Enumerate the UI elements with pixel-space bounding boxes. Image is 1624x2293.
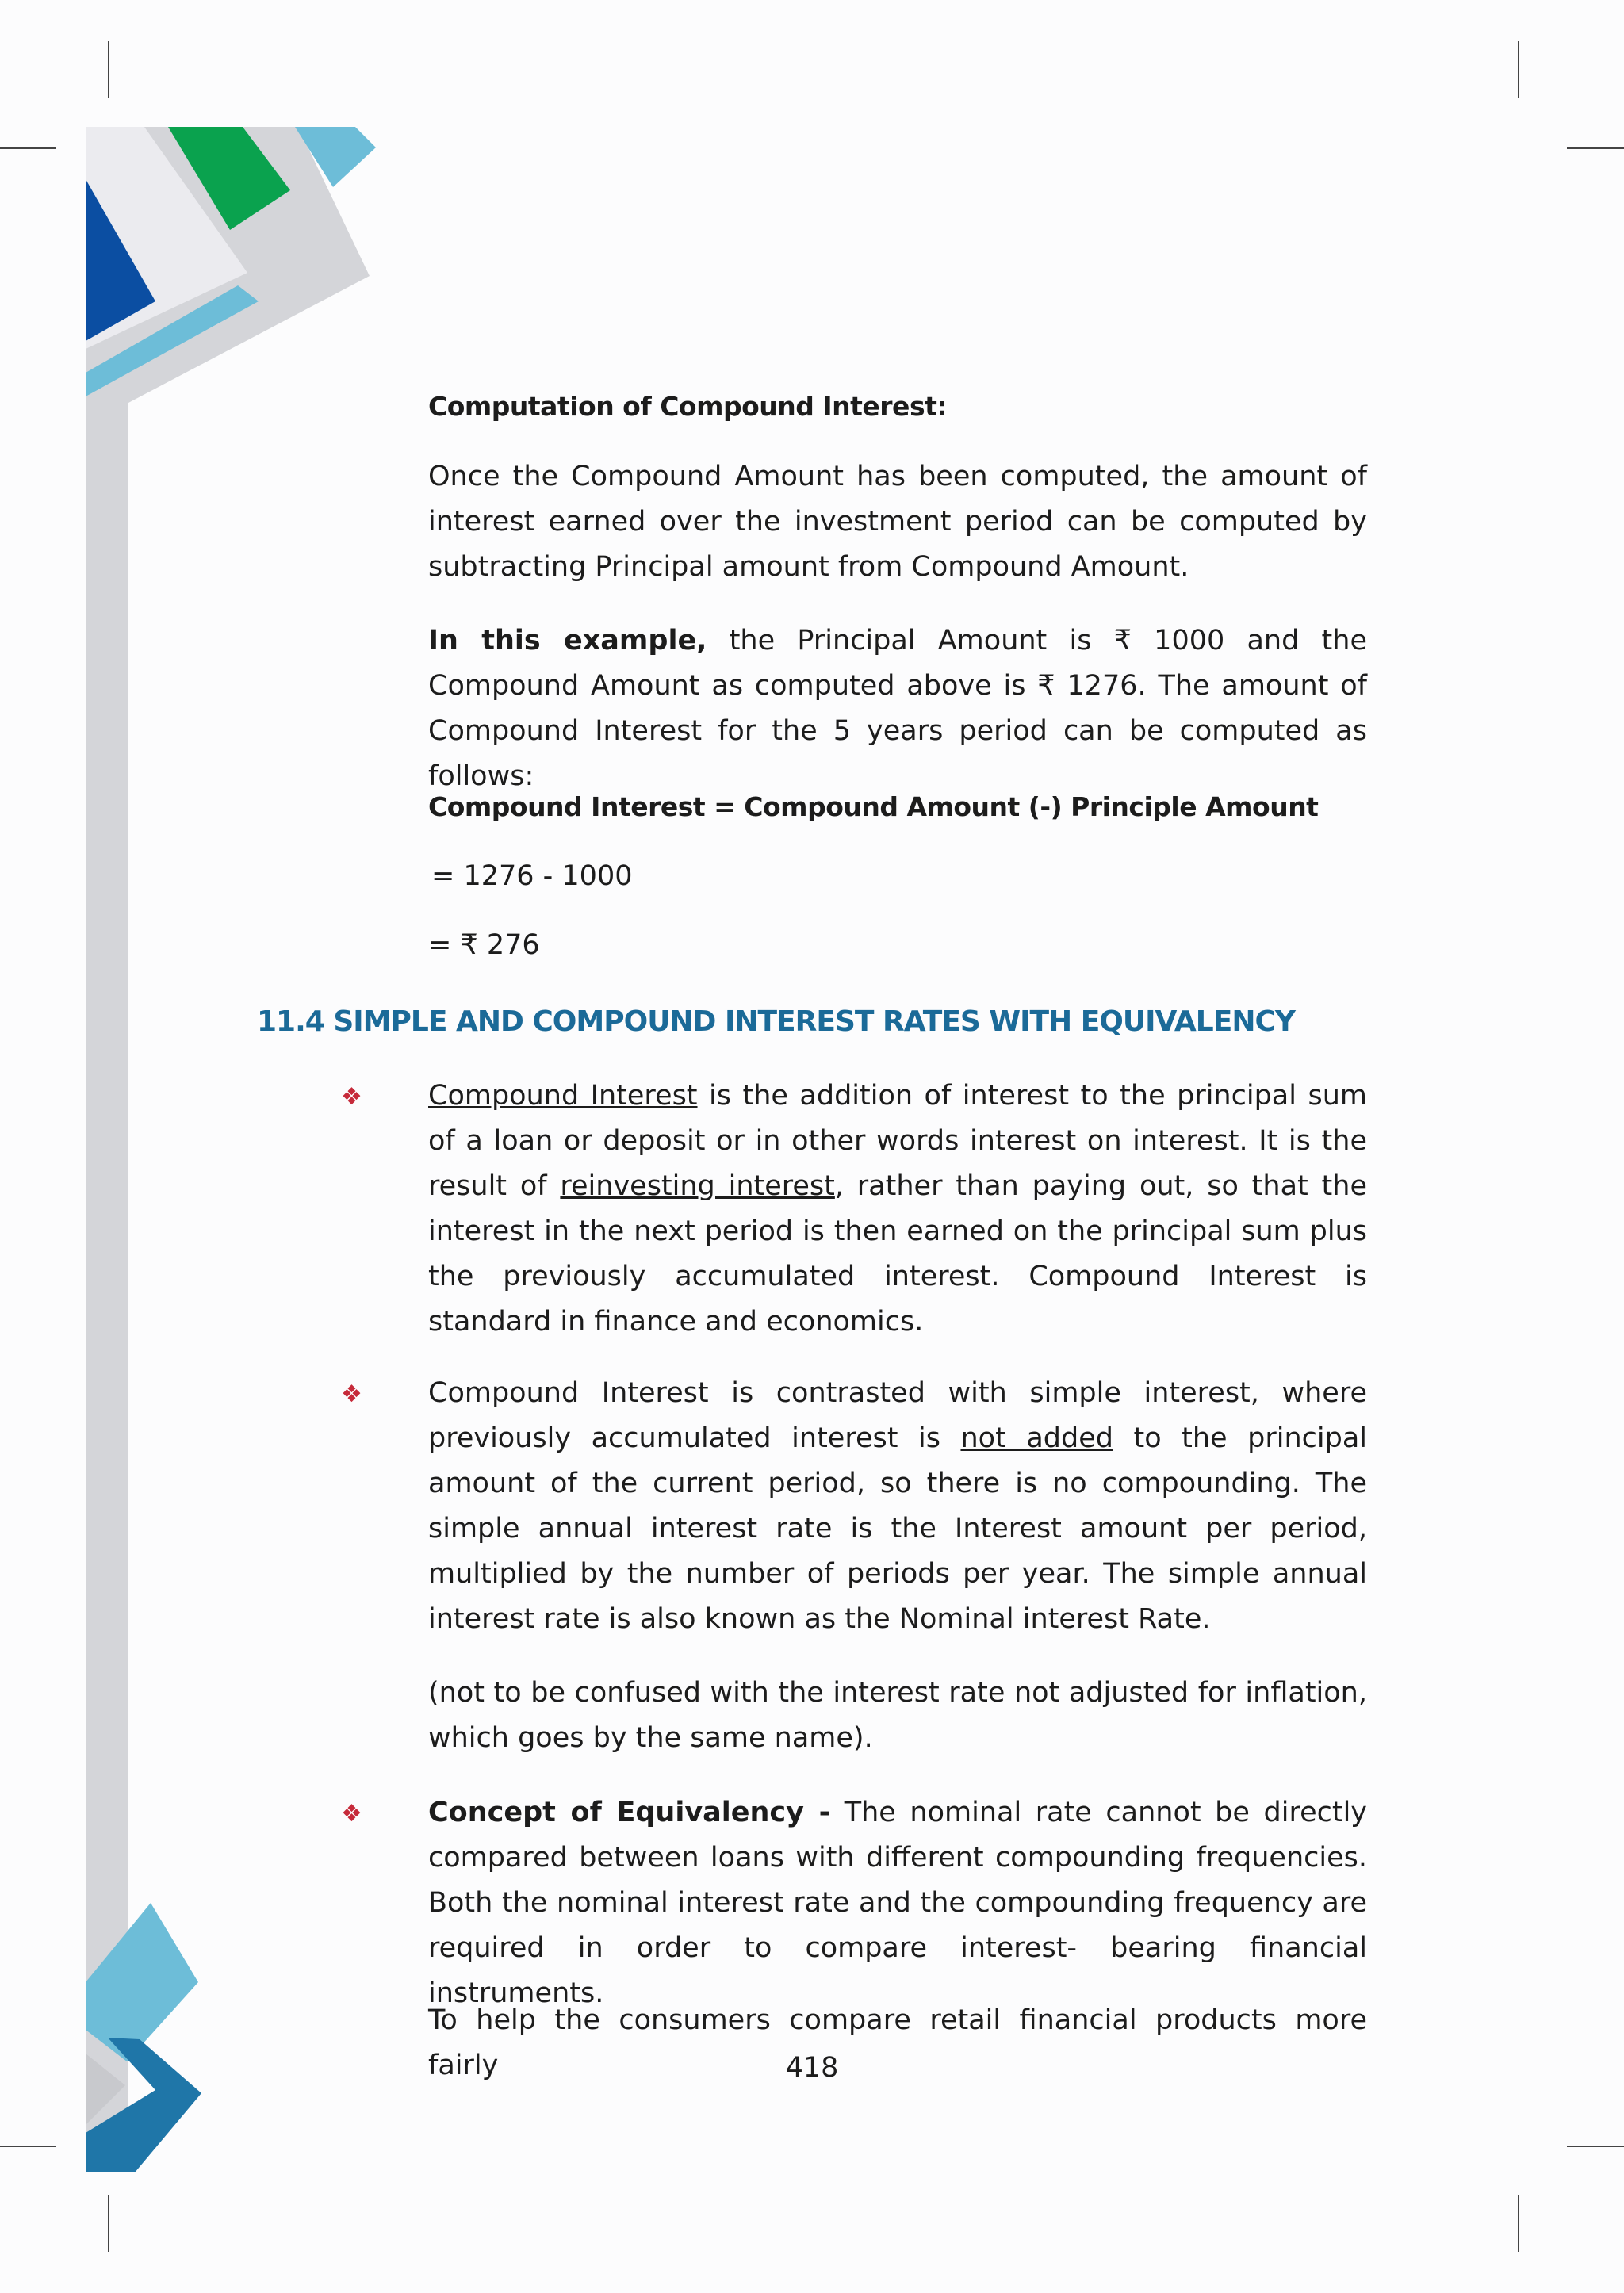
crop-mark — [1567, 147, 1624, 149]
bullet-concept-of-equivalency — [428, 1790, 1367, 2016]
equivalency-lead: Concept of Equivalency - — [428, 1797, 831, 1828]
bullet-text: The nominal rate cannot be directly compared between loans with different compounding frequencies. Both the nominal interest rate and the compounding frequency are required in order to compare interest- bearing financial instruments. — [428, 1797, 1368, 2009]
crop-mark — [1518, 2195, 1519, 2252]
section-heading: 11.4 SIMPLE AND COMPOUND INTEREST RATES WITH EQUIVALENCY — [257, 1005, 1295, 1038]
bullet-text: is the addition of interest to the principal sum of a loan or deposit or in other words interest on interest. It is the result of — [428, 1080, 1367, 1202]
closing-text: To help the consumers compare retail financial products more fairly — [428, 2004, 1367, 2081]
inflation-note — [428, 1671, 1367, 1761]
computation-paragraph-text: Once the Compound Amount has been computed, the amount of interest earned over the investment period can be computed by subtracting Principal amount from Compound Amount. — [428, 461, 1367, 583]
computation-heading: Computation of Compound Interest: — [428, 391, 948, 422]
crop-mark — [1567, 2146, 1624, 2147]
example-lead: In this example, — [428, 625, 707, 657]
note-text: (not to be confused with the interest rate not adjusted for inflation, which goes by the same name). — [428, 1677, 1367, 1754]
bullet-text: Compound Interest is contrasted with simple interest, where previously accumulated interest is — [428, 1377, 1367, 1454]
crop-mark — [1518, 41, 1519, 98]
bullet-text: to the principal amount of the current period, so there is no compounding. The simple annual interest rate is the Interest amount per period, multiplied by the number of periods per year. The simple annual interest rate is also known as the Nominal interest Rate. — [428, 1422, 1367, 1635]
reinvesting-interest-link[interactable]: reinvesting interest — [560, 1170, 835, 1202]
computation-paragraph — [428, 454, 1367, 590]
page-number: 418 — [785, 2052, 839, 2084]
example-text: the Principal Amount is ₹ 1000 and the Compound Amount as computed above is ₹ 1276. The amount of Compound Interest for the 5 years period can be computed as follows: — [428, 625, 1367, 792]
compound-interest-formula: Compound Interest = Compound Amount (-) Principle Amount — [428, 791, 1319, 822]
bullet-icon: ❖ — [341, 1380, 362, 1408]
bullet-icon: ❖ — [341, 1800, 362, 1828]
bullet-simple-interest — [428, 1371, 1367, 1642]
page-decoration — [0, 0, 381, 2293]
not-added-underline: not added — [960, 1422, 1113, 1454]
bullet-compound-interest — [428, 1074, 1367, 1345]
example-paragraph — [428, 618, 1367, 799]
calculation-step-1: = 1276 - 1000 — [431, 860, 633, 892]
bullet-icon: ❖ — [341, 1083, 362, 1111]
compound-interest-link[interactable]: Compound Interest — [428, 1080, 698, 1112]
calculation-result: = ₹ 276 — [428, 929, 540, 961]
bullet-text: , rather than paying out, so that the interest in the next period is then earned on the principal sum plus the previously accumulated interest. Compound Interest is standard in finance and economics. — [428, 1170, 1367, 1338]
